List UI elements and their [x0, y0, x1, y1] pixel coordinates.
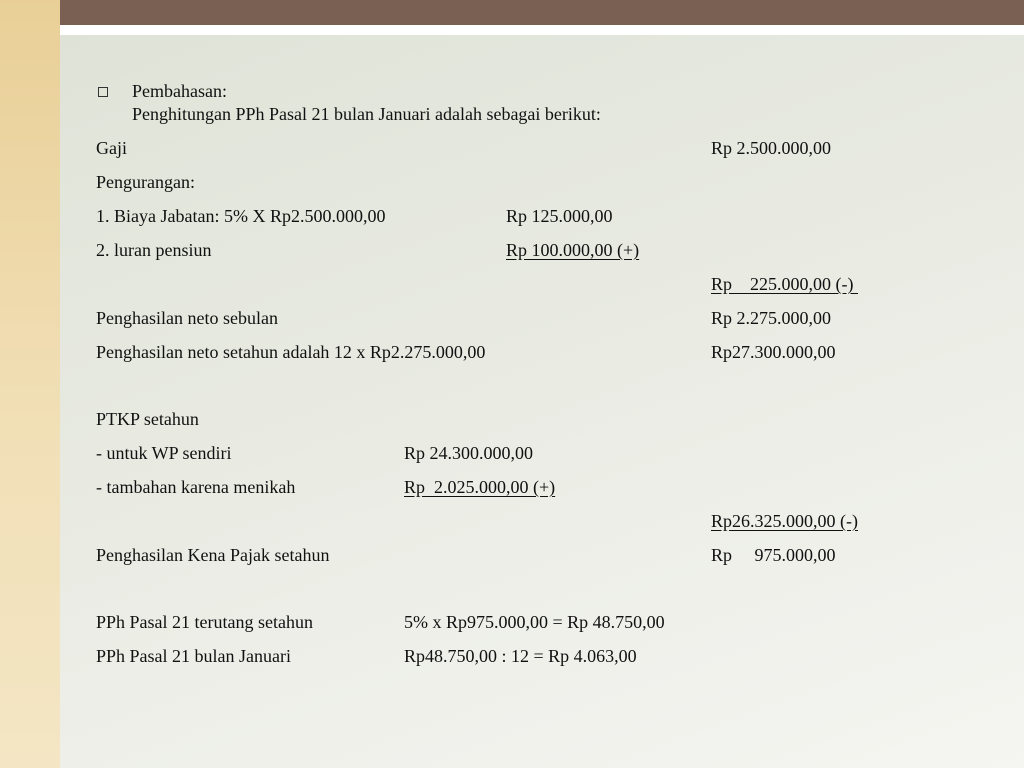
biaya-jabatan-label: 1. Biaya Jabatan: 5% X Rp2.500.000,00 — [96, 206, 386, 226]
iuran-pensiun-value: Rp 100.000,00 (+) — [506, 240, 640, 260]
neto-setahun-value: Rp27.300.000,00 — [711, 342, 836, 362]
pph-januari-value: Rp48.750,00 : 12 = Rp 4.063,00 — [404, 646, 637, 666]
pph-januari-label: PPh Pasal 21 bulan Januari — [96, 646, 291, 666]
biaya-jabatan-value: Rp 125.000,00 — [506, 206, 613, 226]
wp-sendiri-value: Rp 24.300.000,00 — [404, 443, 534, 463]
pkp-label: Penghasilan Kena Pajak setahun — [96, 545, 330, 565]
left-decor-strip — [0, 0, 60, 768]
pph-setahun-value: 5% x Rp975.000,00 = Rp 48.750,00 — [404, 612, 665, 632]
neto-sebulan-value: Rp 2.275.000,00 — [711, 308, 832, 328]
square-bullet-icon — [98, 87, 108, 97]
ptkp-label: PTKP setahun — [96, 409, 199, 429]
menikah-value: Rp 2.025.000,00 (+) — [404, 477, 556, 497]
neto-sebulan-label: Penghasilan neto sebulan — [96, 308, 278, 328]
pkp-value: Rp 975.000,00 — [711, 545, 836, 565]
pengurangan-label: Pengurangan: — [96, 172, 195, 192]
gaji-label: Gaji — [96, 138, 127, 158]
ptkp-total: Rp26.325.000,00 (-) — [711, 511, 858, 531]
header-divider — [60, 25, 1024, 35]
wp-sendiri-label: - untuk WP sendiri — [96, 443, 232, 463]
neto-setahun-label: Penghasilan neto setahun adalah 12 x Rp2.275.000,00 — [96, 342, 486, 362]
gaji-value: Rp 2.500.000,00 — [711, 138, 832, 158]
intro-heading: Pembahasan: — [132, 81, 227, 101]
iuran-pensiun-label: 2. luran pensiun — [96, 240, 212, 260]
menikah-label: - tambahan karena menikah — [96, 477, 296, 497]
pengurangan-total: Rp 225.000,00 (-) — [711, 274, 858, 294]
intro-subheading: Penghitungan PPh Pasal 21 bulan Januari adalah sebagai berikut: — [132, 104, 601, 124]
pph-setahun-label: PPh Pasal 21 terutang setahun — [96, 612, 313, 632]
top-header-bar — [60, 0, 1024, 25]
